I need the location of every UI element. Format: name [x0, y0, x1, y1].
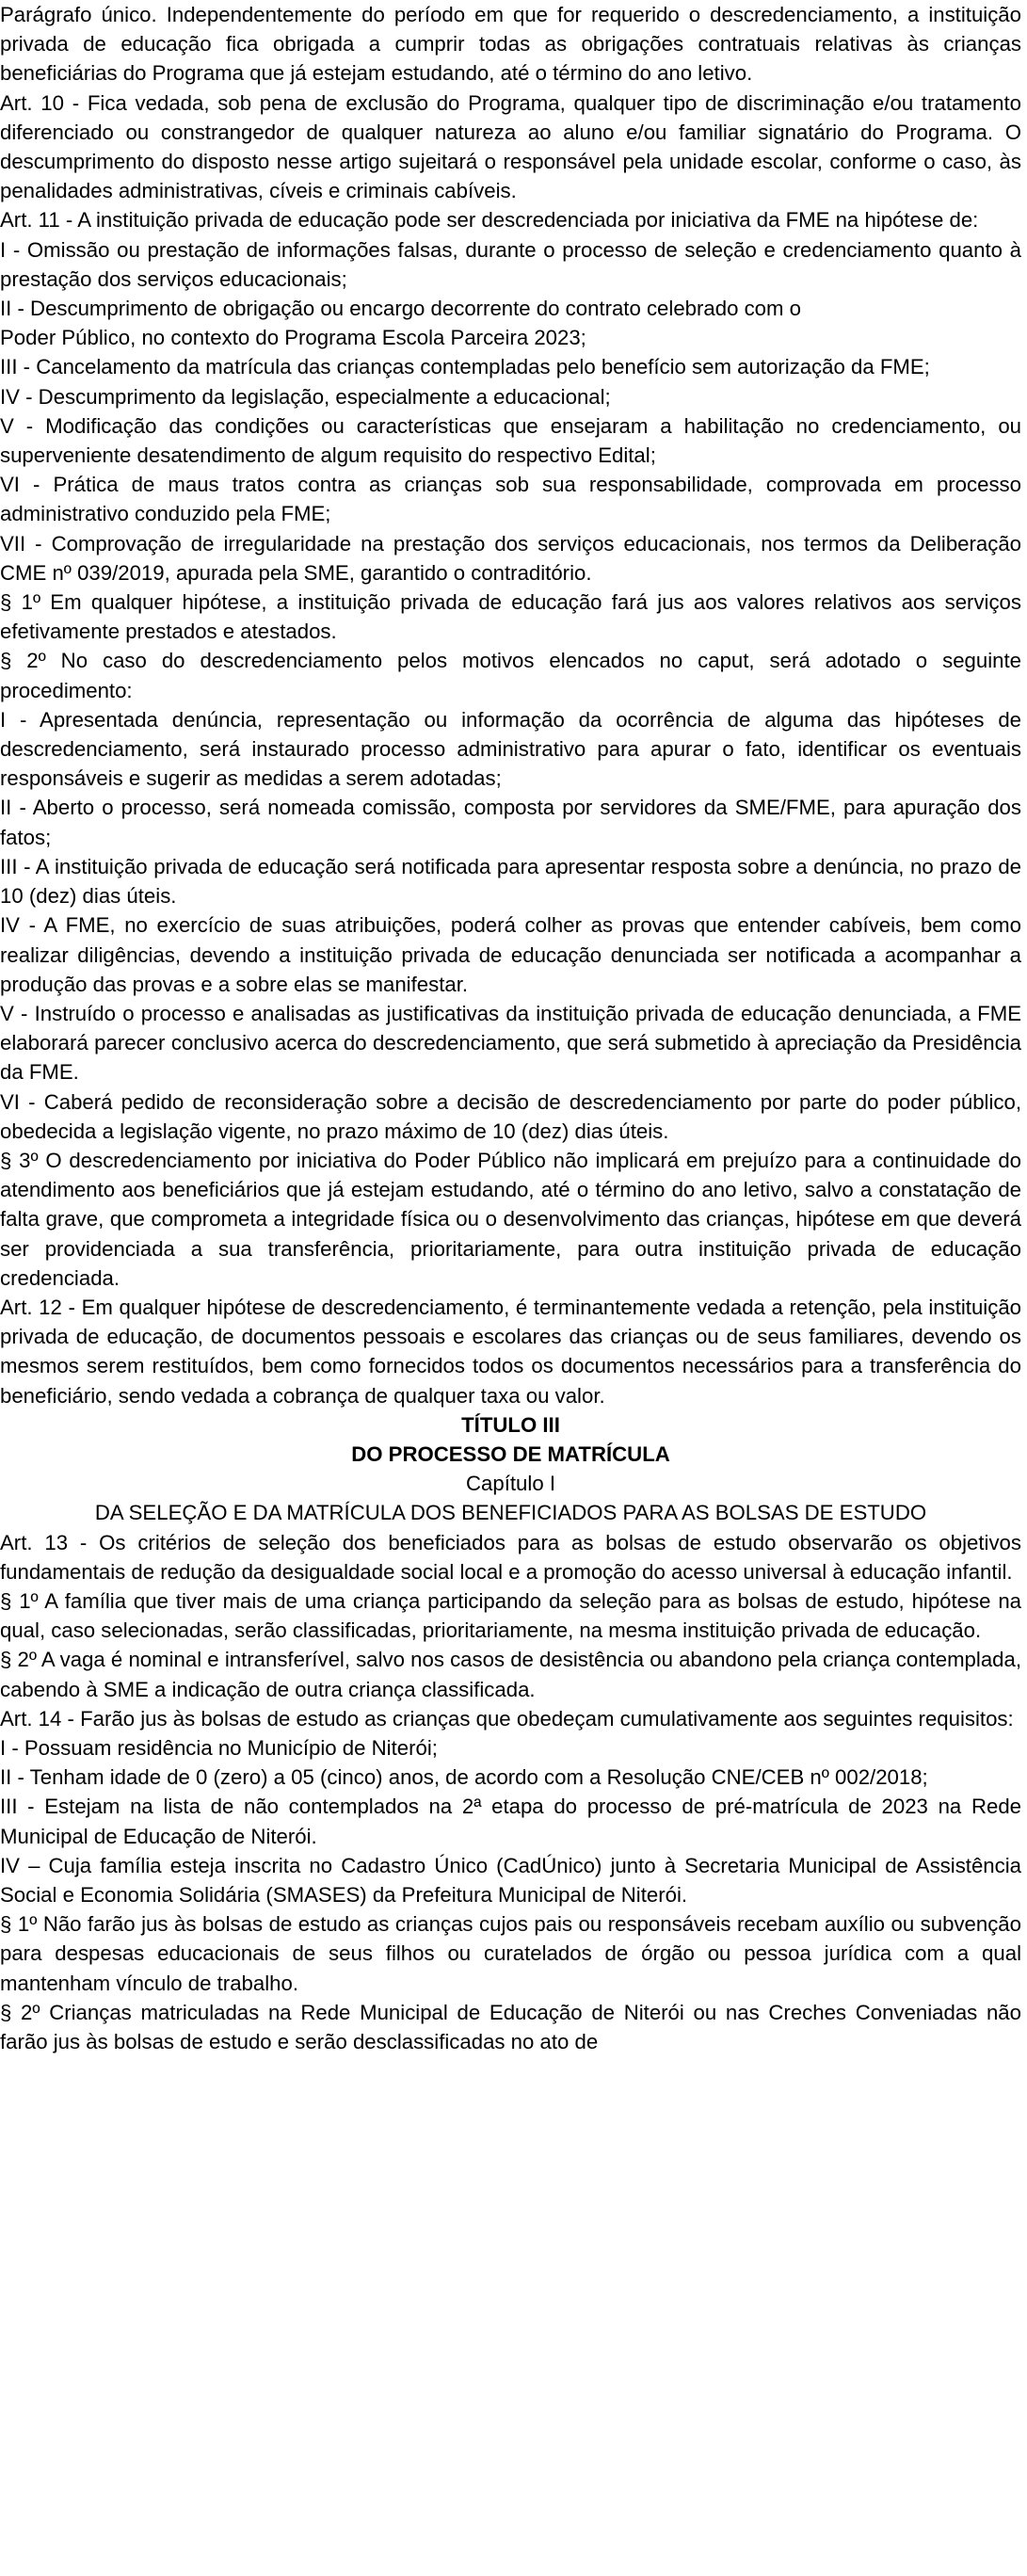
paragraph: III - Cancelamento da matrícula das crianças contempladas pelo benefício sem autorização da FME; [0, 355, 930, 379]
paragraph: II - Descumprimento de obrigação ou encargo decorrente do contrato celebrado com o [0, 297, 802, 321]
paragraph: II - Aberto o processo, será nomeada comissão, composta por servidores da SME/FME, para apuração dos fatos; [0, 796, 1021, 849]
paragraph: § 2º Crianças matriculadas na Rede Municipal de Educação de Niterói ou nas Creches Conveniadas não farão jus às bolsas de estudo e serão desclassificadas no ato de [0, 2000, 1021, 2054]
section-heading: Capítulo I [466, 1472, 555, 1496]
paragraph: § 2º A vaga é nominal e intransferível, salvo nos casos de desistência ou abandono pela criança contemplada, cabendo à SME a indicação de outra criança classificada. [0, 1648, 1021, 1701]
paragraph: Poder Público, no contexto do Programa Escola Parceira 2023; [0, 326, 586, 350]
section-heading: DO PROCESSO DE MATRÍCULA [351, 1441, 670, 1466]
paragraph: I - Apresentada denúncia, representação ou informação da ocorrência de alguma das hipóteses de descredenciamento, será instaurado processo administrativo para apurar o fato, identificar os eventuais responsáveis e sugerir as medidas a serem adotadas; [0, 707, 1021, 791]
paragraph: Art. 10 - Fica vedada, sob pena de exclusão do Programa, qualquer tipo de discriminação e/ou tratamento diferenciado ou constrangedor de qualquer natureza ao aluno e/ou familiar signatário do Programa. O descumprimento do disposto nesse artigo sujeitará o responsável pela unidade escolar, conforme o caso, às penalidades administrativas, cíveis e criminais cabíveis. [0, 90, 1021, 203]
paragraph: I - Possuam residência no Município de Niterói; [0, 1735, 438, 1760]
paragraph: IV – Cuja família esteja inscrita no Cadastro Único (CadÚnico) junto à Secretaria Municipal de Assistência Social e Economia Solidária (SMASES) da Prefeitura Municipal de Niterói. [0, 1853, 1021, 1907]
section-heading: DA SELEÇÃO E DA MATRÍCULA DOS BENEFICIADOS PARA AS BOLSAS DE ESTUDO [94, 1501, 927, 1525]
paragraph: Parágrafo único. Independentemente do período em que for requerido o descredenciamento, a instituição privada de educação fica obrigada a cumprir todas as obrigações contratuais relativas às crianças beneficiárias do Programa que já estejam estudando, até o término do ano letivo. [0, 3, 1021, 86]
paragraph: § 2º No caso do descredenciamento pelos motivos elencados no caput, será adotado o seguinte procedimento: [0, 649, 1021, 702]
paragraph: I - Omissão ou prestação de informações falsas, durante o processo de seleção e credenciamento quanto à prestação dos serviços educacionais; [0, 237, 1021, 291]
section-heading: TÍTULO III [461, 1412, 560, 1437]
paragraph: Art. 11 - A instituição privada de educação pode ser descredenciada por iniciativa da FME na hipótese de: [0, 208, 979, 233]
paragraph: Art. 12 - Em qualquer hipótese de descredenciamento, é terminantemente vedada a retenção, pela instituição privada de educação, de documentos pessoais e escolares das crianças ou de seus familiares, devendo os mesmos serem restituídos, bem como fornecidos todos os documentos necessários para a transferência do beneficiário, sendo vedada a cobrança de qualquer taxa ou valor. [0, 1295, 1021, 1408]
paragraph: § 3º O descredenciamento por iniciativa do Poder Público não implicará em prejuízo para a continuidade do atendimento aos beneficiários que já estejam estudando, até o término do ano letivo, salvo a constatação de falta grave, que comprometa a integridade física ou o desenvolvimento das crianças, hipótese em que deverá ser providenciada a sua transferência, prioritariamente, para outra instituição privada de educação credenciada. [0, 1148, 1021, 1290]
paragraph: Art. 13 - Os critérios de seleção dos beneficiados para as bolsas de estudo observarão os objetivos fundamentais de redução da desigualdade social local e a promoção do acesso universal à educação infantil. [0, 1530, 1021, 1584]
paragraph: II - Tenham idade de 0 (zero) a 05 (cinco) anos, de acordo com a Resolução CNE/CEB nº 002/2018; [0, 1765, 928, 1790]
paragraph: § 1º Não farão jus às bolsas de estudo as crianças cujos pais ou responsáveis recebam auxílio ou subvenção para despesas educacionais de seus filhos ou curatelados de órgão ou pessoa jurídica com a qual mantenham vínculo de trabalho. [0, 1912, 1021, 1995]
paragraph: IV - Descumprimento da legislação, especialmente a educacional; [0, 384, 611, 409]
paragraph: V - Instruído o processo e analisadas as justificativas da instituição privada de educação denunciada, a FME elaborará parecer conclusivo acerca do descredenciamento, que será submetido à apreciação da Presidência da FME. [0, 1001, 1021, 1085]
paragraph: § 1º Em qualquer hipótese, a instituição privada de educação fará jus aos valores relativos aos serviços efetivamente prestados e atestados. [0, 590, 1021, 644]
paragraph: IV - A FME, no exercício de suas atribuições, poderá colher as provas que entender cabíveis, bem como realizar diligências, devendo a instituição privada de educação denunciada ser notificada a acompanhar a produção das provas e a sobre elas se manifestar. [0, 913, 1021, 996]
paragraph: § 1º A família que tiver mais de uma criança participando da seleção para as bolsas de estudo, hipótese na qual, caso selecionadas, serão classificadas, prioritariamente, na mesma instituição privada de educação. [0, 1588, 1021, 1643]
paragraph: VI - Caberá pedido de reconsideração sobre a decisão de descredenciamento por parte do poder público, obedecida a legislação vigente, no prazo máximo de 10 (dez) dias úteis. [0, 1089, 1021, 1143]
paragraph: V - Modificação das condições ou características que ensejaram a habilitação no credenciamento, ou superveniente desatendimento de algum requisito do respectivo Edital; [0, 413, 1021, 468]
paragraph: Art. 14 - Farão jus às bolsas de estudo as crianças que obedeçam cumulativamente aos seguintes requisitos: [0, 1706, 1014, 1731]
paragraph: VII - Comprovação de irregularidade na prestação dos serviços educacionais, nos termos da Deliberação CME nº 039/2019, apurada pela SME, garantido o contraditório. [0, 531, 1021, 585]
paragraph: III - A instituição privada de educação será notificada para apresentar resposta sobre a denúncia, no prazo de 10 (dez) dias úteis. [0, 854, 1021, 909]
paragraph: VI - Prática de maus tratos contra as crianças sob sua responsabilidade, comprovada em processo administrativo conduzido pela FME; [0, 473, 1021, 526]
paragraph: III - Estejam na lista de não contemplados na 2ª etapa do processo de pré-matrícula de 2023 na Rede Municipal de Educação de Niterói. [0, 1795, 1021, 1848]
